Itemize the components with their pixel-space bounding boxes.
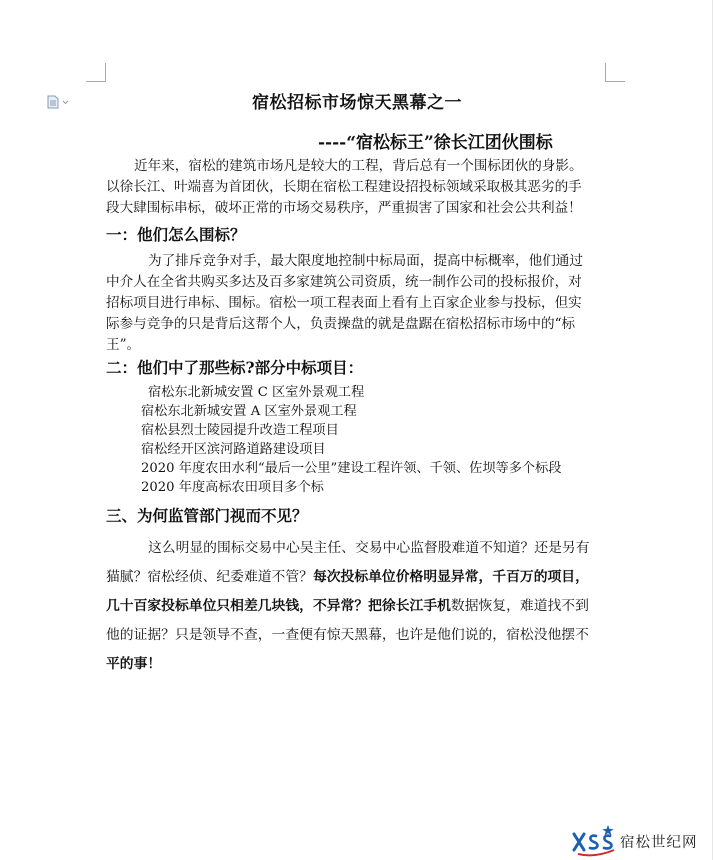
section3-heading: 三、为何监管部门视而不见？ <box>106 506 308 525</box>
section1-line-5: 王”。 <box>106 337 141 353</box>
intro-line-3: 段大肆围标串标，破坏正常的市场交易秩序，严重损害了国家和社会公共利益！ <box>106 200 582 216</box>
project-list-item: 宿松县烈士陵园提升改造工程项目 <box>141 423 339 438</box>
section1-line-4: 际参与竞争的只是背后这帮个人，负责操盘的就是盘踞在宿松招标市场中的“标 <box>106 316 576 332</box>
project-list-item: 2020 年度农田水利“最后一公里”建设工程许领、千领、佐坝等多个标段 <box>141 461 562 476</box>
section3-line-2 <box>106 563 589 592</box>
site-logo <box>570 822 620 858</box>
section3-line-3-bold: 几十百家投标单位只相差几块钱，不异常？把徐长江手机 <box>106 598 451 614</box>
page-border <box>712 0 713 860</box>
section1-heading: 一：他们怎么围标？ <box>106 225 246 244</box>
crop-mark-top-right-h <box>605 81 625 82</box>
section3-line-3-text: 数据恢复，难道找不到 <box>450 598 589 614</box>
section3-line-2-text: 猫腻？宿松经侦、纪委难道不管？ <box>106 569 313 585</box>
document-subtitle: ----“宿松标王”徐长江团伙围标 <box>318 133 553 153</box>
intro-line-2: 以徐长江、叶端喜为首团伙，长期在宿松工程建设招投标领域采取极其恶劣的手 <box>106 179 582 195</box>
project-list-item: 宿松经开区滨河路道路建设项目 <box>141 442 326 457</box>
section3-line-5: 平的事！ <box>106 656 162 672</box>
section1-line-3: 招标项目进行串标、围标。宿松一项工程表面上看有上百家企业参与投标，但实 <box>106 295 582 311</box>
crop-mark-top-left-h <box>86 81 106 82</box>
project-list-item: 宿松东北新城安置 C 区室外景观工程 <box>148 385 365 400</box>
section1-line-1: 为了排斥竞争对手，最大限度地控制中标局面，提高中标概率，他们通过 <box>148 253 583 269</box>
section2-heading: 二：他们中了那些标?部分中标项目： <box>106 358 364 377</box>
section3-line-3 <box>106 592 589 621</box>
section1-line-2: 中介人在全省共购买多达及百多家建筑公司资质，统一制作公司的投标报价，对 <box>106 274 582 290</box>
section3-line-4: 他的证据？只是领导不查，一查便有惊天黑幕，也许是他们说的，宿松没他摆不 <box>106 627 589 643</box>
project-list-item: 2020 年度高标农田项目多个标 <box>141 480 324 495</box>
document-title: 宿松招标市场惊天黑幕之一 <box>252 93 462 113</box>
section3-line-1: 这么明显的围标交易中心吴主任、交易中心监督股难道不知道？还是另有 <box>148 540 590 556</box>
crop-mark-top-left-v <box>105 63 106 82</box>
site-name: 宿松世纪网 <box>620 835 698 851</box>
crop-mark-top-right-v <box>605 63 606 82</box>
site-watermark <box>570 822 710 858</box>
section3-line-2-bold: 每次投标单位价格明显异常，千百万的项目， <box>312 569 589 585</box>
intro-line-1: 近年来，宿松的建筑市场凡是较大的工程，背后总有一个围标团伙的身影。 <box>134 158 583 174</box>
project-list-item: 宿松东北新城安置 A 区室外景观工程 <box>141 404 357 419</box>
